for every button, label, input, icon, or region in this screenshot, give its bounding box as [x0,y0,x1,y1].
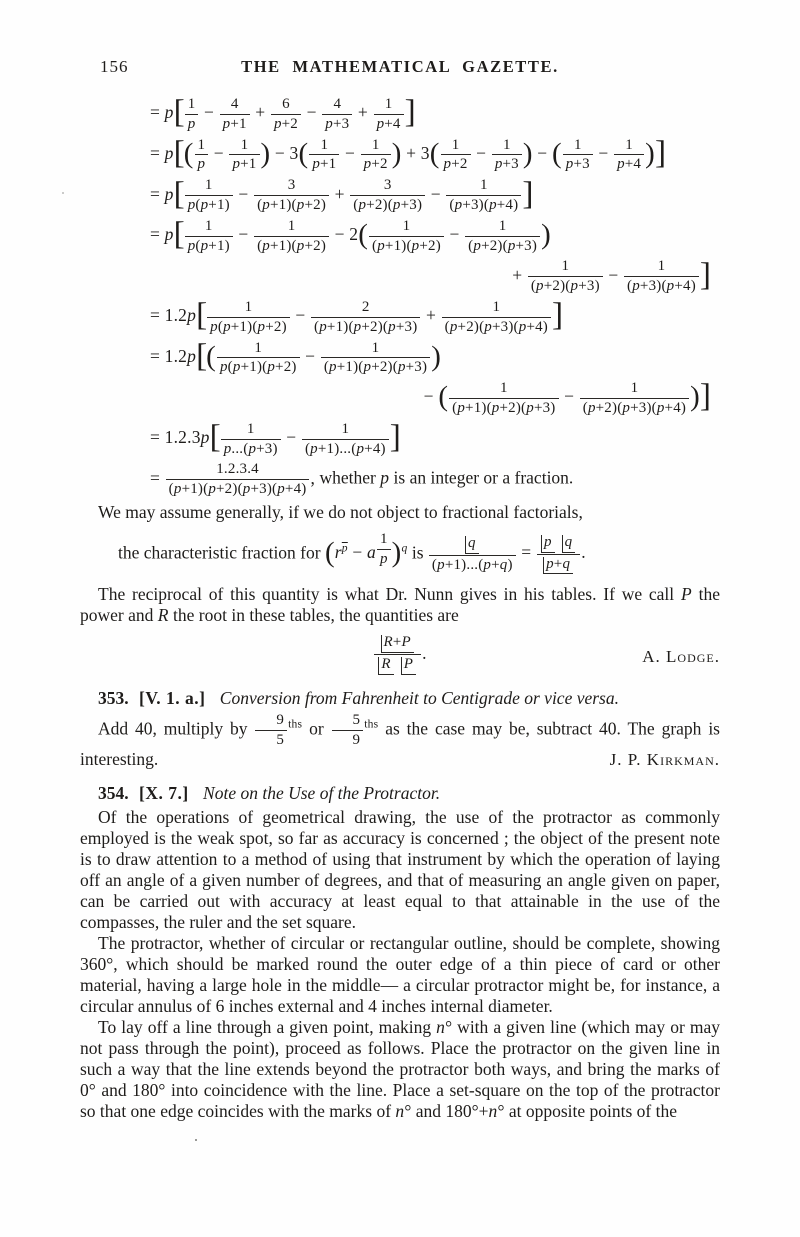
text-run: the power and [80,584,720,626]
text-run: or [302,718,331,739]
article-354-title: Note on the Use of the Protractor. [203,782,441,803]
equation-line [150,461,720,498]
scan-speck [62,192,64,194]
equation-line [150,377,720,417]
text-run: whether [315,467,381,488]
text-run: the characteristic fraction for [118,542,325,563]
page-number: 156 [100,57,129,76]
scan-speck [195,1139,197,1141]
assume-paragraph: We may assume generally, if we do not object to fractional factorials, [98,501,583,522]
math-run: = 1.2p[ $\frac{1}{p(p+1)(p+2)}$ − $\frac{2}{(p+1)(p+2)(p+3)}$ + $\frac{1}{(p+2)(p+3)(p+4)}$ ] [150,296,563,335]
lodge-formula [373,634,427,673]
math-run: n [436,1016,446,1037]
equation-line [150,215,720,255]
kirkman-signature: J. P. Kirkman. [609,749,720,769]
article-354-paragraph-1 [80,807,720,933]
text-run: To lay off a line through a given point, making [98,1016,437,1037]
math-run: ($r^{\overline{p}} - a$ $^{\frac{1}{p}}$ )$^q$ [324,530,408,569]
text-run: ° with a given line (which may or may not pass through the point), proceed as follows. Place the protractor on the given line in such a way that the line extends beyond the protractor both ways, and bring the marks of 0° and 180° into coincidence with the line. Place a set-square on the top of the protractor so that one edge coincides with the marks of [80,1016,720,1121]
text-run: Of the operations of geometrical drawing, the use of the protractor as commonly employed is the weak spot, so far as accuracy is concerned ; the object of the present note is to draw attention to a method of using that instrument by which the operation of laying off an angle of a given number of degrees, and that of measuring an angle given on paper, can be carried out with accuracy at least equal to that attainable in the use of the compasses, the ruler and the set square. [80,806,720,932]
derivation-equations [150,93,720,498]
article-353-classification: [V. 1. a.] [139,687,206,708]
math-run: n [488,1100,498,1121]
text-run: The protractor, whether of circular or rectangular outline, should be complete, showing 360°, which should be marked round the outer edge of a thin piece of card or other material, having a large hole in the middle— a circular protractor might be, for instance, a circular annulus of 6 inches external and 4 inches internal diameter. [80,932,720,1016]
journal-title: THE MATHEMATICAL GAZETTE. [241,57,559,76]
text-run: ° at opposite points of the [497,1100,677,1121]
equation-line [150,296,720,336]
characteristic-fraction-line [118,531,720,575]
text-run: ° and 180°+ [404,1100,489,1121]
equation-line [150,418,720,458]
math-run: = p[ $\frac{1}{p(p+1)}$ − $\frac{1}{(p+1)(p+2)}$ − 2( $\frac{1}{(p+1)(p+2)}$ − $\frac{1}{(p+2)(p+3)}$ ) [150,215,551,254]
article-354-paragraph-2 [80,933,720,1017]
equation-line [150,133,720,174]
math-run: $\frac{9}{5}$ $^{ths}$ [254,718,302,738]
lodge-signature: A. Lodge. [642,646,720,666]
math-run: $\frac{5}{9}$ $^{ths}$ [331,718,379,738]
math-run: = p[( $\frac{1}{p}$ − $\frac{1}{p+1}$ ) − 3( $\frac{1}{p+1}$ − $\frac{1}{p+2}$ ) + 3( $\frac{1}{p+2}$ − $\frac{1}{p+3}$ ) − ( $\frac{1}{p+3}$ − $\frac{1}{p+4}$ )] [150,133,666,173]
math-run: − ( $\frac{1}{(p+1)(p+2)(p+3)}$ − $\frac{1}{(p+2)(p+3)(p+4)}$ )] [423,377,710,416]
text-run: The reciprocal of this quantity is what Dr. Nunn gives in his tables. If we call [98,584,681,605]
article-353-body [80,712,720,770]
article-353-title: Conversion from Fahrenheit to Centigrade or vice versa. [219,687,619,708]
text-run: Add 40, multiply by [98,718,255,739]
article-354-classification: [X. 7.] [139,782,189,803]
lodge-formula-row [80,634,720,675]
page-header [80,56,720,80]
equation-line [150,336,720,377]
article-353-number: 353. [98,687,129,708]
text-run: is an integer or a fraction. [389,467,574,488]
math-run: n [395,1100,405,1121]
text-run: the root in these tables, the quantities are [168,605,459,626]
math-run: $\frac{q}{(p+1)...(p+q)}$ = $\frac{\text{p q}}{p+q}$ . [428,542,586,562]
text-run: is [407,542,428,563]
math-run: = p[ $\frac{1}{p(p+1)}$ − $\frac{3}{(p+1)(p+2)}$ + $\frac{3}{(p+2)(p+3)}$ − $\frac{1}{(p+3)(p+4)}$ ] [150,174,533,213]
article-354-body [80,807,720,1122]
math-run: = p[ $\frac{1}{p}$ − $\frac{4}{p+1}$ + $\frac{6}{p+2}$ − $\frac{4}{p+3}$ + $\frac{1}{p+4}$ ] [150,93,415,132]
equation-line [150,255,720,295]
math-run: = 1.2.3p[ $\frac{1}{p...(p+3)}$ − $\frac{1}{(p+1)...(p+4)}$ ] [150,418,400,457]
reciprocal-paragraph [80,584,720,626]
math-run: $\frac{R+P}{\text{R P}}$ . [373,643,426,663]
equation-line [150,93,720,133]
article-354-number: 354. [98,782,129,803]
math-run: R [157,605,169,626]
article-354-paragraph-3 [80,1017,720,1122]
math-run: + $\frac{1}{(p+2)(p+3)}$ − $\frac{1}{(p+3)(p+4)}$ ] [512,255,710,295]
text-run: as the case may be, subtract 40. The graph is interesting. [80,718,720,769]
article-353-heading [80,688,720,709]
equation-line [150,174,720,214]
math-run: P [680,584,692,605]
math-run: = 1.2p[( $\frac{1}{p(p+1)(p+2)}$ − $\frac{1}{(p+1)(p+2)(p+3)}$ ) [150,336,442,376]
math-run: p [380,467,390,488]
math-run: = $\frac{1.2.3.4}{(p+1)(p+2)(p+3)(p+4)}$ , [150,461,316,498]
article-354-heading [80,783,720,804]
